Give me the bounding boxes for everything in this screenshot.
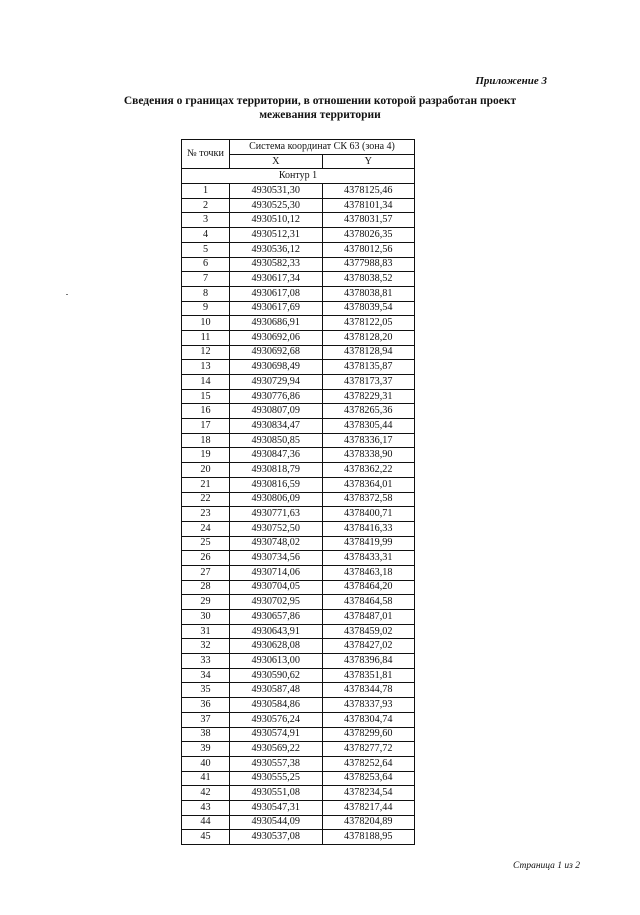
y-coordinate-cell: 4378234,54 — [322, 786, 415, 801]
x-coordinate-cell: 4930818,79 — [230, 463, 323, 478]
table-row — [182, 521, 415, 536]
x-coordinate-cell: 4930574,91 — [230, 727, 323, 742]
y-coordinate-cell: 4378396,84 — [322, 654, 415, 669]
y-coordinate-cell: 4378031,57 — [322, 213, 415, 228]
table-row — [182, 771, 415, 786]
table-row — [182, 492, 415, 507]
point-number-cell: 42 — [182, 786, 230, 801]
x-coordinate-cell: 4930771,63 — [230, 507, 323, 522]
table-row — [182, 272, 415, 287]
col-header-coordinate-system: Система координат СК 63 (зона 4) — [230, 140, 415, 155]
y-coordinate-cell: 4378419,99 — [322, 536, 415, 551]
y-coordinate-cell: 4378229,31 — [322, 389, 415, 404]
table-row — [182, 330, 415, 345]
table-row — [182, 742, 415, 757]
x-coordinate-cell: 4930584,86 — [230, 698, 323, 713]
y-coordinate-cell: 4378364,01 — [322, 477, 415, 492]
table-row — [182, 683, 415, 698]
y-coordinate-cell: 4378204,89 — [322, 815, 415, 830]
x-coordinate-cell: 4930692,68 — [230, 345, 323, 360]
y-coordinate-cell: 4378416,33 — [322, 521, 415, 536]
table-row — [182, 228, 415, 243]
table-row — [182, 536, 415, 551]
table-row — [182, 301, 415, 316]
x-coordinate-cell: 4930547,31 — [230, 800, 323, 815]
y-coordinate-cell: 4378135,87 — [322, 360, 415, 375]
table-row — [182, 433, 415, 448]
point-number-cell: 22 — [182, 492, 230, 507]
table-row — [182, 477, 415, 492]
point-number-cell: 21 — [182, 477, 230, 492]
point-number-cell: 28 — [182, 580, 230, 595]
table-row — [182, 213, 415, 228]
point-number-cell: 5 — [182, 242, 230, 257]
table-row — [182, 668, 415, 683]
x-coordinate-cell: 4930734,56 — [230, 551, 323, 566]
x-coordinate-cell: 4930714,06 — [230, 565, 323, 580]
point-number-cell: 45 — [182, 830, 230, 845]
table-row — [182, 360, 415, 375]
point-number-cell: 44 — [182, 815, 230, 830]
y-coordinate-cell: 4378217,44 — [322, 800, 415, 815]
point-number-cell: 15 — [182, 389, 230, 404]
point-number-cell: 8 — [182, 286, 230, 301]
y-coordinate-cell: 4378125,46 — [322, 184, 415, 199]
point-number-cell: 17 — [182, 419, 230, 434]
y-coordinate-cell: 4378299,60 — [322, 727, 415, 742]
x-coordinate-cell: 4930569,22 — [230, 742, 323, 757]
y-coordinate-cell: 4378277,72 — [322, 742, 415, 757]
table-row — [182, 786, 415, 801]
point-number-cell: 33 — [182, 654, 230, 669]
x-coordinate-cell: 4930576,24 — [230, 712, 323, 727]
table-row — [182, 610, 415, 625]
y-coordinate-cell: 4378026,35 — [322, 228, 415, 243]
x-coordinate-cell: 4930698,49 — [230, 360, 323, 375]
col-header-y: Y — [322, 154, 415, 169]
point-number-cell: 16 — [182, 404, 230, 419]
point-number-cell: 39 — [182, 742, 230, 757]
x-coordinate-cell: 4930628,08 — [230, 639, 323, 654]
x-coordinate-cell: 4930510,12 — [230, 213, 323, 228]
table-row — [182, 639, 415, 654]
y-coordinate-cell: 4378487,01 — [322, 610, 415, 625]
x-coordinate-cell: 4930686,91 — [230, 316, 323, 331]
y-coordinate-cell: 4378265,36 — [322, 404, 415, 419]
table-row — [182, 565, 415, 580]
table-row — [182, 580, 415, 595]
page-footer: Страница 1 из 2 — [513, 861, 580, 871]
x-coordinate-cell: 4930807,09 — [230, 404, 323, 419]
y-coordinate-cell: 4378012,56 — [322, 242, 415, 257]
x-coordinate-cell: 4930555,25 — [230, 771, 323, 786]
table-body — [182, 184, 415, 845]
y-coordinate-cell: 4378305,44 — [322, 419, 415, 434]
y-coordinate-cell: 4378464,20 — [322, 580, 415, 595]
x-coordinate-cell: 4930617,34 — [230, 272, 323, 287]
y-coordinate-cell: 4377988,83 — [322, 257, 415, 272]
x-coordinate-cell: 4930587,48 — [230, 683, 323, 698]
x-coordinate-cell: 4930531,30 — [230, 184, 323, 199]
y-coordinate-cell: 4378038,52 — [322, 272, 415, 287]
y-coordinate-cell: 4378038,81 — [322, 286, 415, 301]
table-row — [182, 404, 415, 419]
table-row — [182, 316, 415, 331]
x-coordinate-cell: 4930590,62 — [230, 668, 323, 683]
y-coordinate-cell: 4378128,20 — [322, 330, 415, 345]
point-number-cell: 19 — [182, 448, 230, 463]
table-row — [182, 345, 415, 360]
point-number-cell: 20 — [182, 463, 230, 478]
point-number-cell: 36 — [182, 698, 230, 713]
table-row — [182, 375, 415, 390]
x-coordinate-cell: 4930748,02 — [230, 536, 323, 551]
point-number-cell: 31 — [182, 624, 230, 639]
point-number-cell: 37 — [182, 712, 230, 727]
x-coordinate-cell: 4930806,09 — [230, 492, 323, 507]
y-coordinate-cell: 4378128,94 — [322, 345, 415, 360]
x-coordinate-cell: 4930537,08 — [230, 830, 323, 845]
x-coordinate-cell: 4930657,86 — [230, 610, 323, 625]
table-row — [182, 448, 415, 463]
table-row — [182, 507, 415, 522]
point-number-cell: 10 — [182, 316, 230, 331]
point-number-cell: 4 — [182, 228, 230, 243]
point-number-cell: 13 — [182, 360, 230, 375]
point-number-cell: 27 — [182, 565, 230, 580]
point-number-cell: 24 — [182, 521, 230, 536]
table-row — [182, 286, 415, 301]
x-coordinate-cell: 4930512,31 — [230, 228, 323, 243]
table-row — [182, 198, 415, 213]
x-coordinate-cell: 4930850,85 — [230, 433, 323, 448]
x-coordinate-cell: 4930752,50 — [230, 521, 323, 536]
coordinates-table — [181, 139, 415, 845]
y-coordinate-cell: 4378338,90 — [322, 448, 415, 463]
table-row — [182, 830, 415, 845]
point-number-cell: 29 — [182, 595, 230, 610]
point-number-cell: 6 — [182, 257, 230, 272]
y-coordinate-cell: 4378427,02 — [322, 639, 415, 654]
x-coordinate-cell: 4930643,91 — [230, 624, 323, 639]
table-row — [182, 712, 415, 727]
point-number-cell: 7 — [182, 272, 230, 287]
point-number-cell: 23 — [182, 507, 230, 522]
table-row — [182, 800, 415, 815]
y-coordinate-cell: 4378372,58 — [322, 492, 415, 507]
x-coordinate-cell: 4930557,38 — [230, 756, 323, 771]
point-number-cell: 40 — [182, 756, 230, 771]
y-coordinate-cell: 4378464,58 — [322, 595, 415, 610]
x-coordinate-cell: 4930551,08 — [230, 786, 323, 801]
table-row — [182, 756, 415, 771]
table-row — [182, 698, 415, 713]
y-coordinate-cell: 4378122,05 — [322, 316, 415, 331]
y-coordinate-cell: 4378253,64 — [322, 771, 415, 786]
table-row — [182, 624, 415, 639]
title-line-2: межевания территории — [259, 109, 381, 121]
x-coordinate-cell: 4930834,47 — [230, 419, 323, 434]
table-row — [182, 389, 415, 404]
table-row — [182, 463, 415, 478]
point-number-cell: 25 — [182, 536, 230, 551]
point-number-cell: 41 — [182, 771, 230, 786]
y-coordinate-cell: 4378304,74 — [322, 712, 415, 727]
y-coordinate-cell: 4378336,17 — [322, 433, 415, 448]
x-coordinate-cell: 4930847,36 — [230, 448, 323, 463]
x-coordinate-cell: 4930704,05 — [230, 580, 323, 595]
x-coordinate-cell: 4930692,06 — [230, 330, 323, 345]
table-row — [182, 419, 415, 434]
col-header-x: X — [230, 154, 323, 169]
table-row — [182, 257, 415, 272]
point-number-cell: 34 — [182, 668, 230, 683]
point-number-cell: 35 — [182, 683, 230, 698]
x-coordinate-cell: 4930613,00 — [230, 654, 323, 669]
point-number-cell: 11 — [182, 330, 230, 345]
col-header-point-number: № точки — [182, 140, 230, 169]
document-title — [0, 94, 640, 122]
x-coordinate-cell: 4930536,12 — [230, 242, 323, 257]
y-coordinate-cell: 4378463,18 — [322, 565, 415, 580]
y-coordinate-cell: 4378459,02 — [322, 624, 415, 639]
x-coordinate-cell: 4930617,69 — [230, 301, 323, 316]
y-coordinate-cell: 4378039,54 — [322, 301, 415, 316]
table-row — [182, 654, 415, 669]
y-coordinate-cell: 4378188,95 — [322, 830, 415, 845]
x-coordinate-cell: 4930582,33 — [230, 257, 323, 272]
table-row — [182, 727, 415, 742]
x-coordinate-cell: 4930776,86 — [230, 389, 323, 404]
x-coordinate-cell: 4930729,94 — [230, 375, 323, 390]
x-coordinate-cell: 4930617,08 — [230, 286, 323, 301]
y-coordinate-cell: 4378337,93 — [322, 698, 415, 713]
point-number-cell: 43 — [182, 800, 230, 815]
point-number-cell: 2 — [182, 198, 230, 213]
y-coordinate-cell: 4378362,22 — [322, 463, 415, 478]
point-number-cell: 1 — [182, 184, 230, 199]
y-coordinate-cell: 4378344,78 — [322, 683, 415, 698]
point-number-cell: 18 — [182, 433, 230, 448]
x-coordinate-cell: 4930525,30 — [230, 198, 323, 213]
contour-label: Контур 1 — [182, 169, 415, 184]
title-line-1: Сведения о границах территории, в отношении которой разработан проект — [123, 95, 517, 107]
table-row — [182, 242, 415, 257]
y-coordinate-cell: 4378252,64 — [322, 756, 415, 771]
point-number-cell: 26 — [182, 551, 230, 566]
scan-speck — [66, 294, 68, 295]
x-coordinate-cell: 4930702,95 — [230, 595, 323, 610]
table-row — [182, 184, 415, 199]
point-number-cell: 14 — [182, 375, 230, 390]
x-coordinate-cell: 4930544,09 — [230, 815, 323, 830]
y-coordinate-cell: 4378433,31 — [322, 551, 415, 566]
x-coordinate-cell: 4930816,59 — [230, 477, 323, 492]
point-number-cell: 9 — [182, 301, 230, 316]
table-row — [182, 551, 415, 566]
table-row — [182, 595, 415, 610]
y-coordinate-cell: 4378351,81 — [322, 668, 415, 683]
point-number-cell: 32 — [182, 639, 230, 654]
y-coordinate-cell: 4378173,37 — [322, 375, 415, 390]
point-number-cell: 38 — [182, 727, 230, 742]
point-number-cell: 3 — [182, 213, 230, 228]
point-number-cell: 12 — [182, 345, 230, 360]
appendix-label: Приложение 3 — [475, 75, 547, 87]
table-row — [182, 815, 415, 830]
y-coordinate-cell: 4378101,34 — [322, 198, 415, 213]
point-number-cell: 30 — [182, 610, 230, 625]
y-coordinate-cell: 4378400,71 — [322, 507, 415, 522]
